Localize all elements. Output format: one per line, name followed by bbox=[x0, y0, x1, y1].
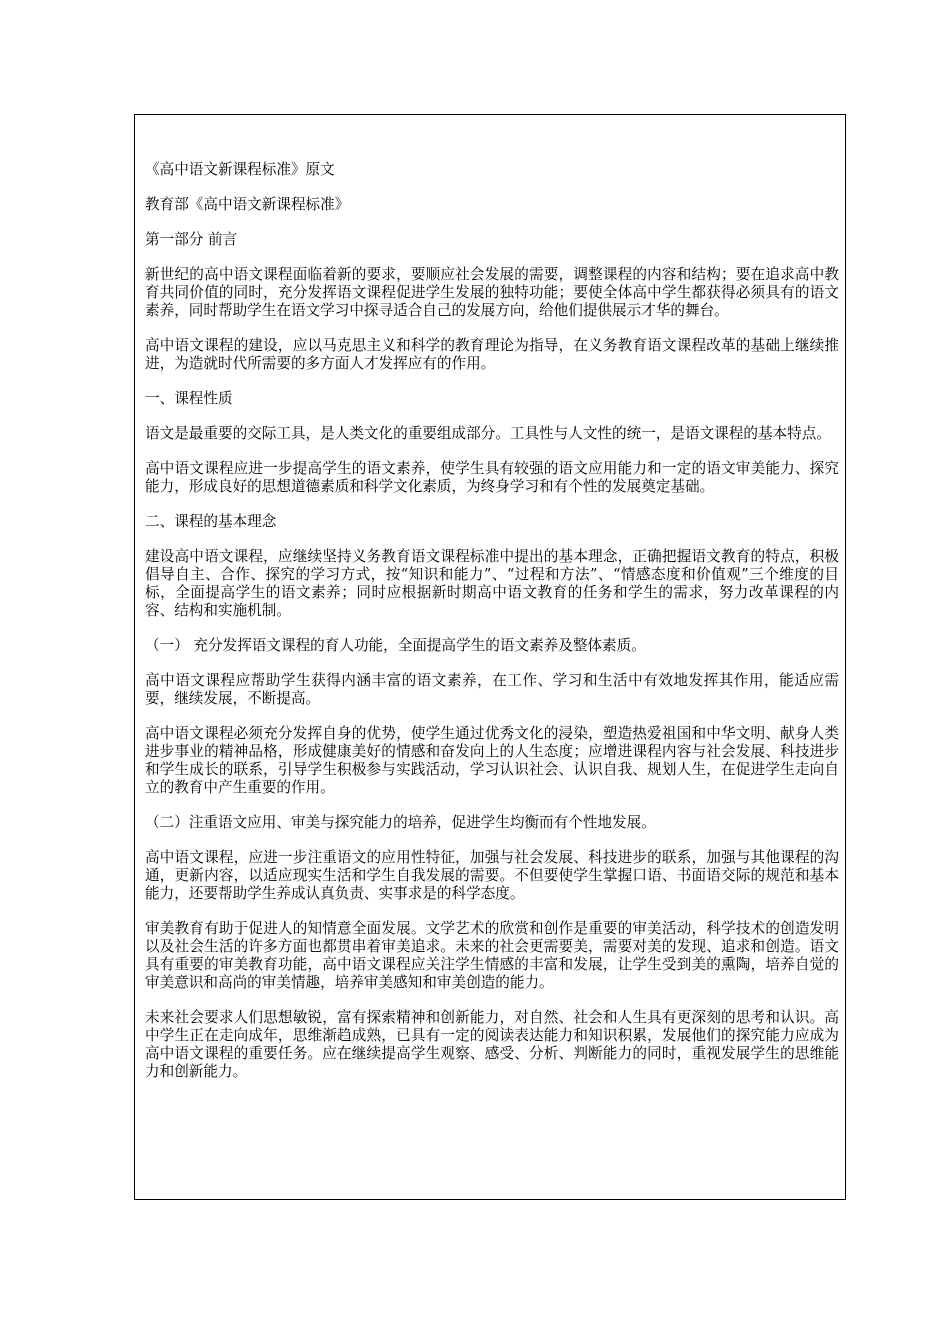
paragraph: 高中语文课程应进一步提高学生的语文素养，使学生具有较强的语文应用能力和一定的语文审美能力、探究能力，形成良好的思想道德素质和科学文化素质，为终身学习和有个性的发展奠定基础。 bbox=[145, 460, 839, 495]
section-heading-preface: 第一部分 前言 bbox=[145, 231, 238, 248]
document-subtitle: 教育部《高中语文新课程标准》 bbox=[145, 196, 350, 213]
paragraph: 语文是最重要的交际工具，是人类文化的重要组成部分。工具性与人文性的统一，是语文课程的基本特点。 bbox=[145, 425, 831, 442]
paragraph: 审美教育有助于促进人的知情意全面发展。文学艺术的欣赏和创作是重要的审美活动，科学技术的创造发明以及社会生活的许多方面也都贯串着审美追求。未来的社会更需要美，需要对美的发现、追求和创造。语文具有重要的审美教育功能，高中语文课程应关注学生情感的丰富和发展，让学生受到美的熏陶，培养自觉的审美意识和高尚的审美情趣，培养审美感知和审美创造的能力。 bbox=[145, 920, 839, 991]
paragraph: 新世纪的高中语文课程面临着新的要求，要顺应社会发展的需要，调整课程的内容和结构；要在追求高中教育共同价值的同时，充分发挥语文课程促进学生发展的独特功能；要使全体高中学生都获得必须具有的语文素养，同时帮助学生在语文学习中探寻适合自己的发展方向，给他们提供展示才华的舞台。 bbox=[145, 266, 839, 319]
paragraph: 高中语文课程应帮助学生获得内涵丰富的语文素养，在工作、学习和生活中有效地发挥其作用，能适应需要，继续发展，不断提高。 bbox=[145, 672, 839, 707]
subsection-heading-2: （二）注重语文应用、审美与探究能力的培养，促进学生均衡而有个性地发展。 bbox=[145, 814, 656, 831]
paragraph: 高中语文课程必须充分发挥自身的优势，使学生通过优秀文化的浸染，塑造热爱祖国和中华文明、献身人类进步事业的精神品格，形成健康美好的情感和奋发向上的人生态度；应增进课程内容与社会发展、科技进步和学生成长的联系，引导学生积极参与实践活动，学习认识社会、认识自我、规划人生，在促进学生走向自立的教育中产生重要的作用。 bbox=[145, 725, 839, 796]
paragraph: 高中语文课程的建设，应以马克思主义和科学的教育理论为指导，在义务教育语文课程改革的基础上继续推进，为造就时代所需要的多方面人才发挥应有的作用。 bbox=[145, 337, 839, 372]
document-body bbox=[145, 161, 839, 1098]
subsection-heading-1: （一） 充分发挥语文课程的育人功能，全面提高学生的语文素养及整体素质。 bbox=[145, 637, 646, 654]
paragraph: 建设高中语文课程，应继续坚持义务教育语文课程标准中提出的基本理念，正确把握语文教育的特点，积极倡导自主、合作、探究的学习方式，按“知识和能力”、“过程和方法”、“情感态度和价值观”三个维度的目标，全面提高学生的语文素养；同时应根据新时期高中语文教育的任务和学生的需求，努力改革课程的内容、结构和实施机制。 bbox=[145, 548, 839, 619]
document-title: 《高中语文新课程标准》原文 bbox=[145, 161, 335, 178]
document-frame bbox=[134, 114, 846, 1200]
paragraph: 未来社会要求人们思想敏锐，富有探索精神和创新能力，对自然、社会和人生具有更深刻的思考和认识。高中学生正在走向成年，思维渐趋成熟，已具有一定的阅读表达能力和知识积累，发展他们的探究能力应成为高中语文课程的重要任务。应在继续提高学生观察、感受、分析、判断能力的同时，重视发展学生的思维能力和创新能力。 bbox=[145, 1009, 839, 1080]
section-heading-course-nature: 一、课程性质 bbox=[145, 390, 233, 407]
section-heading-basic-concepts: 二、课程的基本理念 bbox=[145, 513, 277, 530]
paragraph: 高中语文课程，应进一步注重语文的应用性特征，加强与社会发展、科技进步的联系，加强与其他课程的沟通，更新内容，以适应现实生活和学生自我发展的需要。不但要使学生掌握口语、书面语交际的规范和基本能力，还要帮助学生养成认真负责、实事求是的科学态度。 bbox=[145, 849, 839, 902]
